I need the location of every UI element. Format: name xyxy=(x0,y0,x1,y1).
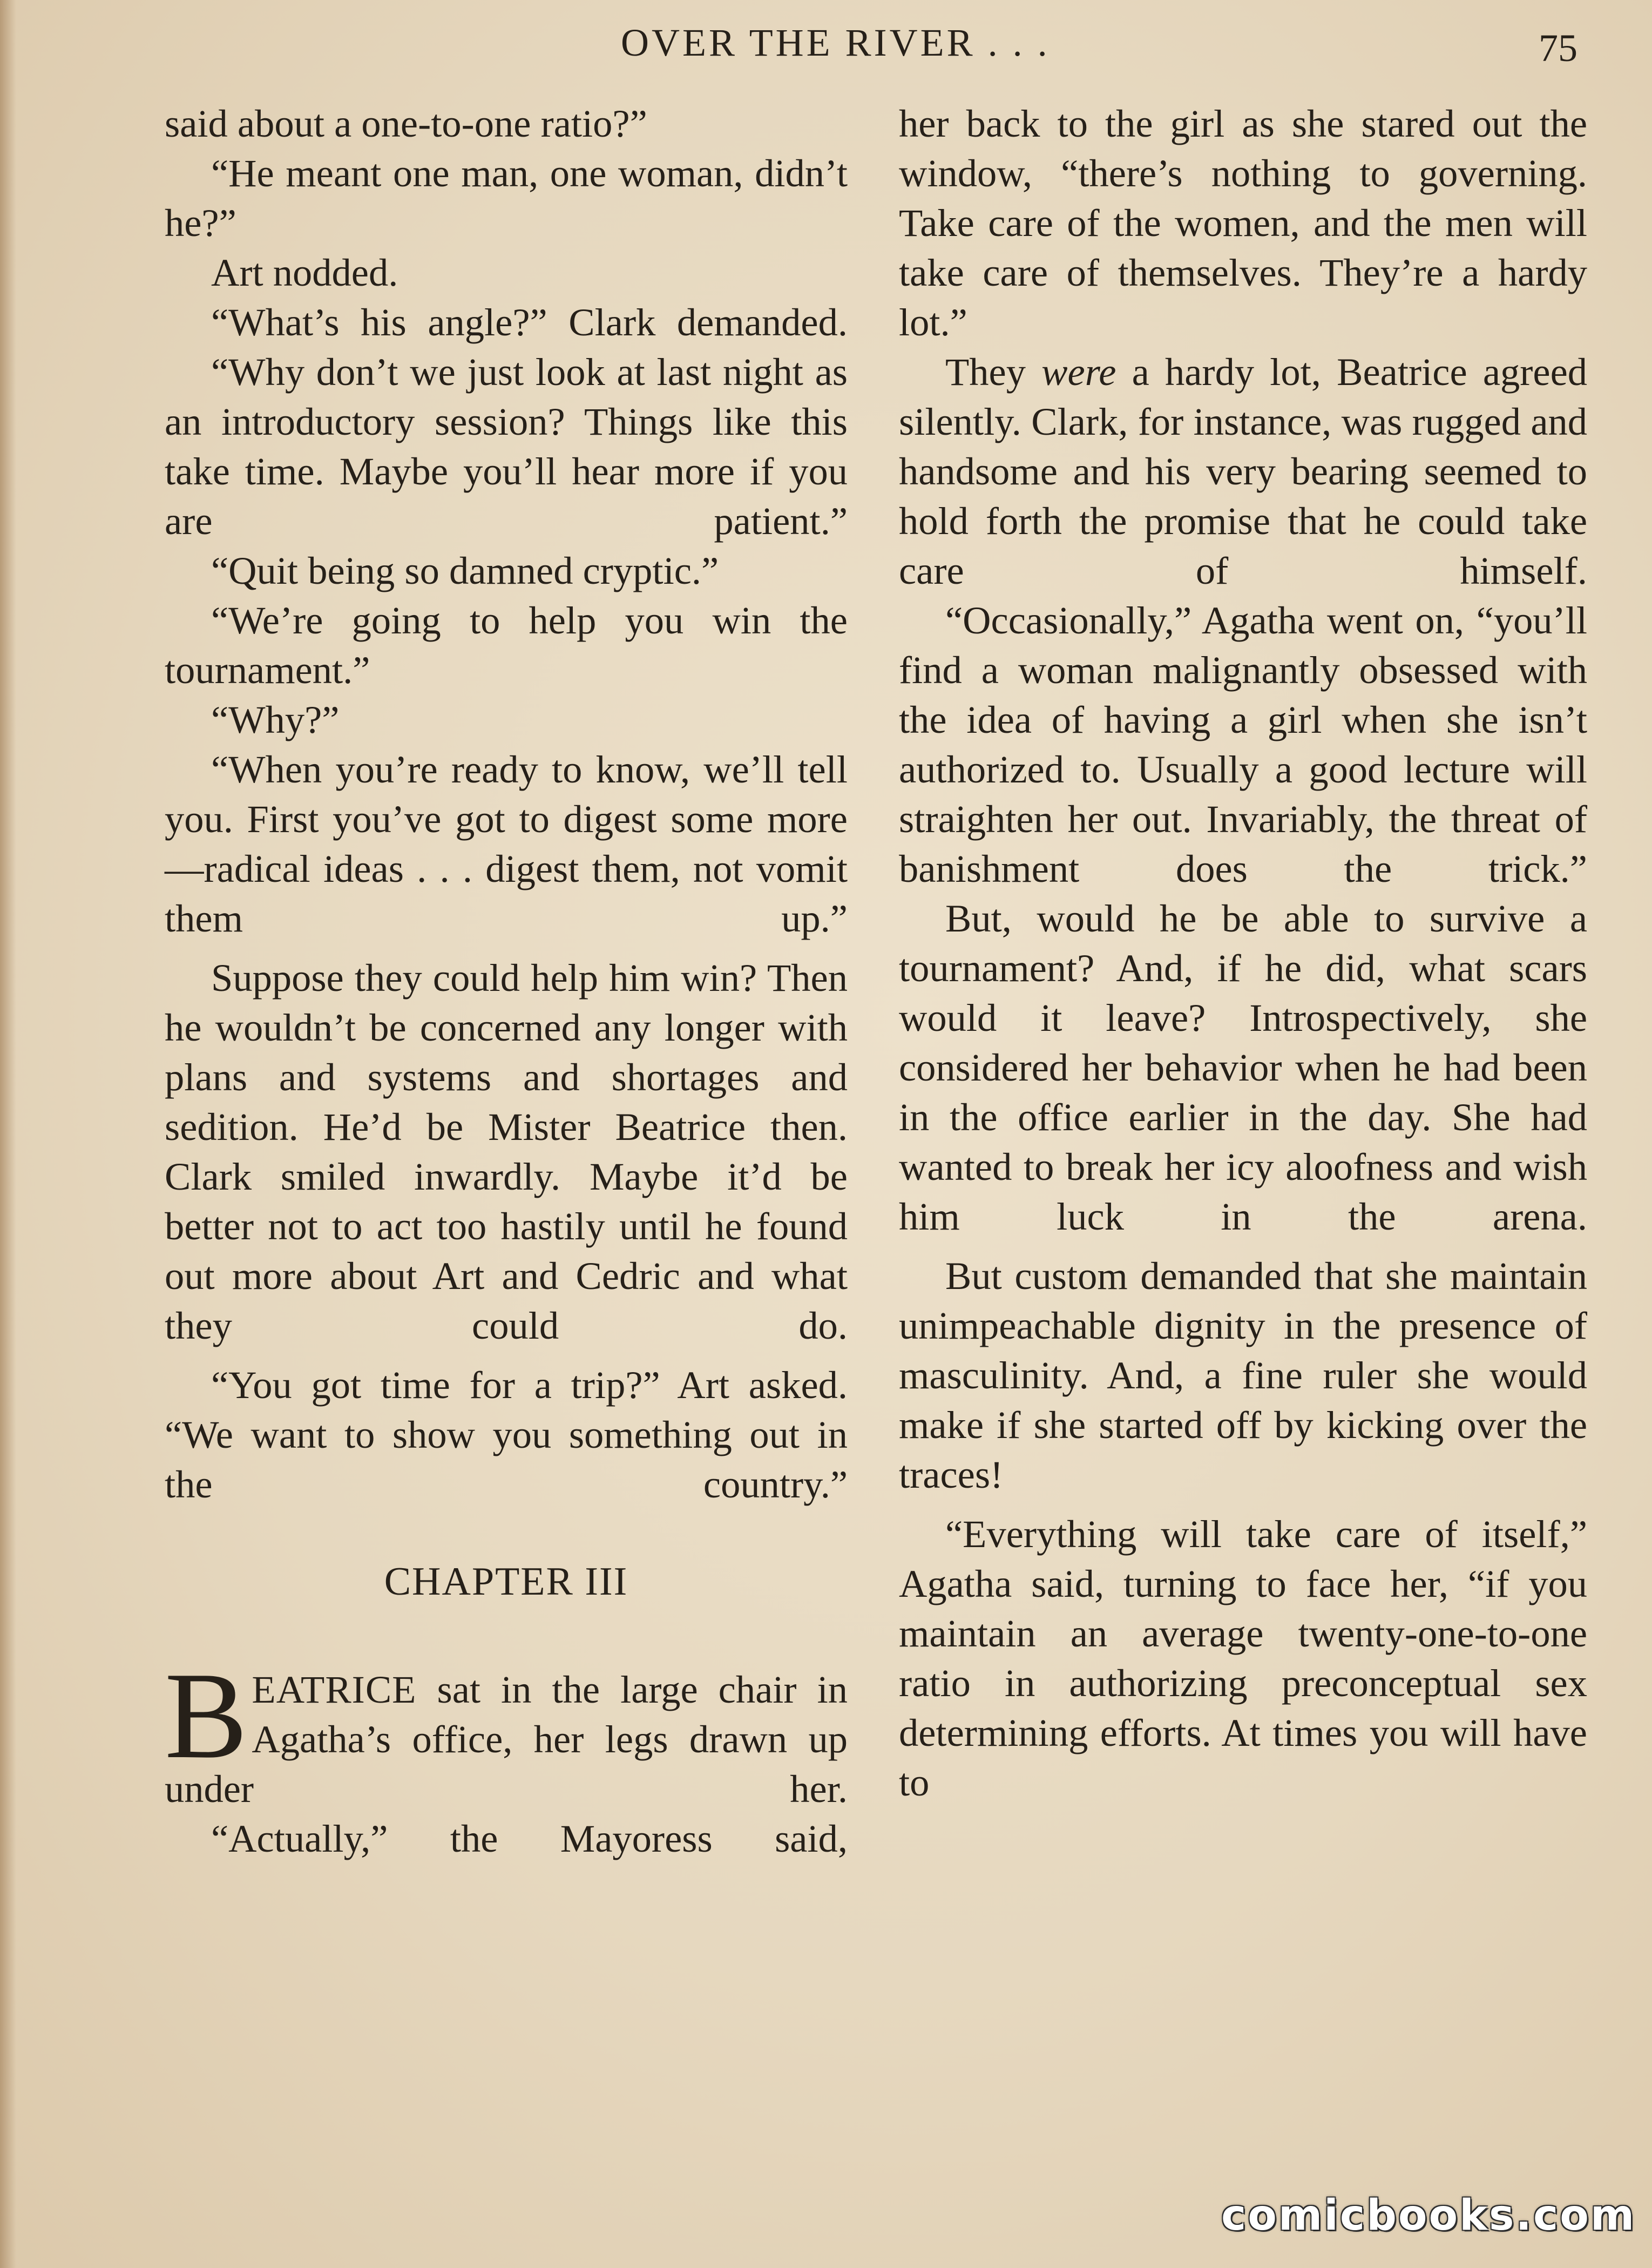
paragraph: “When you’re ready to know, we’ll tell you. First you’ve got to digest some more—radical ideas . . . digest them, not vomit them up.” xyxy=(165,747,848,940)
paragraph: her back to the girl as she stared out the window, “there’s nothing to governing. Take care of the women, and the men will take care of themselves. They’re a hardy lot.” xyxy=(899,102,1587,344)
paragraph: But custom demanded that she maintain unimpeachable dignity in the presence of masculinity. And, a fine ruler she would make if she started off by kicking over the traces! xyxy=(899,1254,1587,1496)
drop-cap: B xyxy=(165,1646,248,1784)
chapter-heading: CHAPTER III xyxy=(384,1560,628,1604)
paragraph: Suppose they could help him win? Then he wouldn’t be concerned any longer with plans and systems and shortages and sedition. He’d be Mister Beatrice then. Clark smiled inwardly. Maybe it’d be better not to act too hastily until he found out more about Art and Cedric and what they could do. xyxy=(165,956,848,1347)
paragraph: said about a one-to-one ratio?” xyxy=(165,102,647,145)
paragraph: “You got time for a trip?” Art asked. “We want to show you something out in the country.” xyxy=(165,1363,848,1506)
paragraph: “Quit being so damned cryptic.” xyxy=(211,549,719,592)
chapter-opening-paragraph xyxy=(165,1646,848,1814)
opening-small-caps: EATRICE xyxy=(252,1668,417,1711)
paragraph: Art nodded. xyxy=(211,251,398,294)
running-title: OVER THE RIVER . . . xyxy=(621,21,1050,64)
paragraph: “Everything will take care of itself,” Agatha said, turning to face her, “if you maintain an average twenty-one-to-one ratio in authorizing preconceptual sex determining efforts. At times you will have to xyxy=(899,1512,1587,1804)
paragraph xyxy=(899,347,1587,596)
page-number: 75 xyxy=(1539,26,1577,70)
left-column xyxy=(165,99,848,1864)
right-column xyxy=(899,99,1587,1807)
page-edge-shadow xyxy=(0,0,16,2268)
opening-text: sat in the large chair in Agatha’s office, her legs drawn up under her. xyxy=(165,1668,848,1811)
paragraph: “We’re going to help you win the tournament.” xyxy=(165,598,848,692)
site-watermark: comicbooks.com xyxy=(1221,2191,1636,2240)
paragraph: “Actually,” the Mayoress said, xyxy=(211,1817,848,1860)
paragraph: “He meant one man, one woman, didn’t he?” xyxy=(165,151,848,245)
paragraph: But, would he be able to survive a tournament? And, if he did, what scars would it leave? Introspectively, she considered her behavior when he had been in the office earlier in the day. She had wanted to break her icy aloofness and wish him luck in the arena. xyxy=(899,896,1587,1238)
paragraph: “Occasionally,” Agatha went on, “you’ll find a woman malignantly obsessed with the idea of having a girl when she isn’t authorized to. Usually a good lecture will straighten her out. Invariably, the threat of banishment does the trick.” xyxy=(899,598,1587,890)
text-run: a hardy lot, Beatrice agreed silently. Clark, for instance, was rugged and handsome and his very bearing seemed to hold forth the promise that he could take care of himself. xyxy=(899,350,1588,592)
paragraph: “Why?” xyxy=(211,698,340,741)
paragraph: “What’s his angle?” Clark demanded. xyxy=(211,300,848,344)
text-run: They xyxy=(945,350,1042,394)
italic-word: were xyxy=(1041,350,1116,394)
paragraph: “Why don’t we just look at last night as an introductory session? Things like this take time. Maybe you’ll hear more if you are patient.” xyxy=(165,350,848,543)
